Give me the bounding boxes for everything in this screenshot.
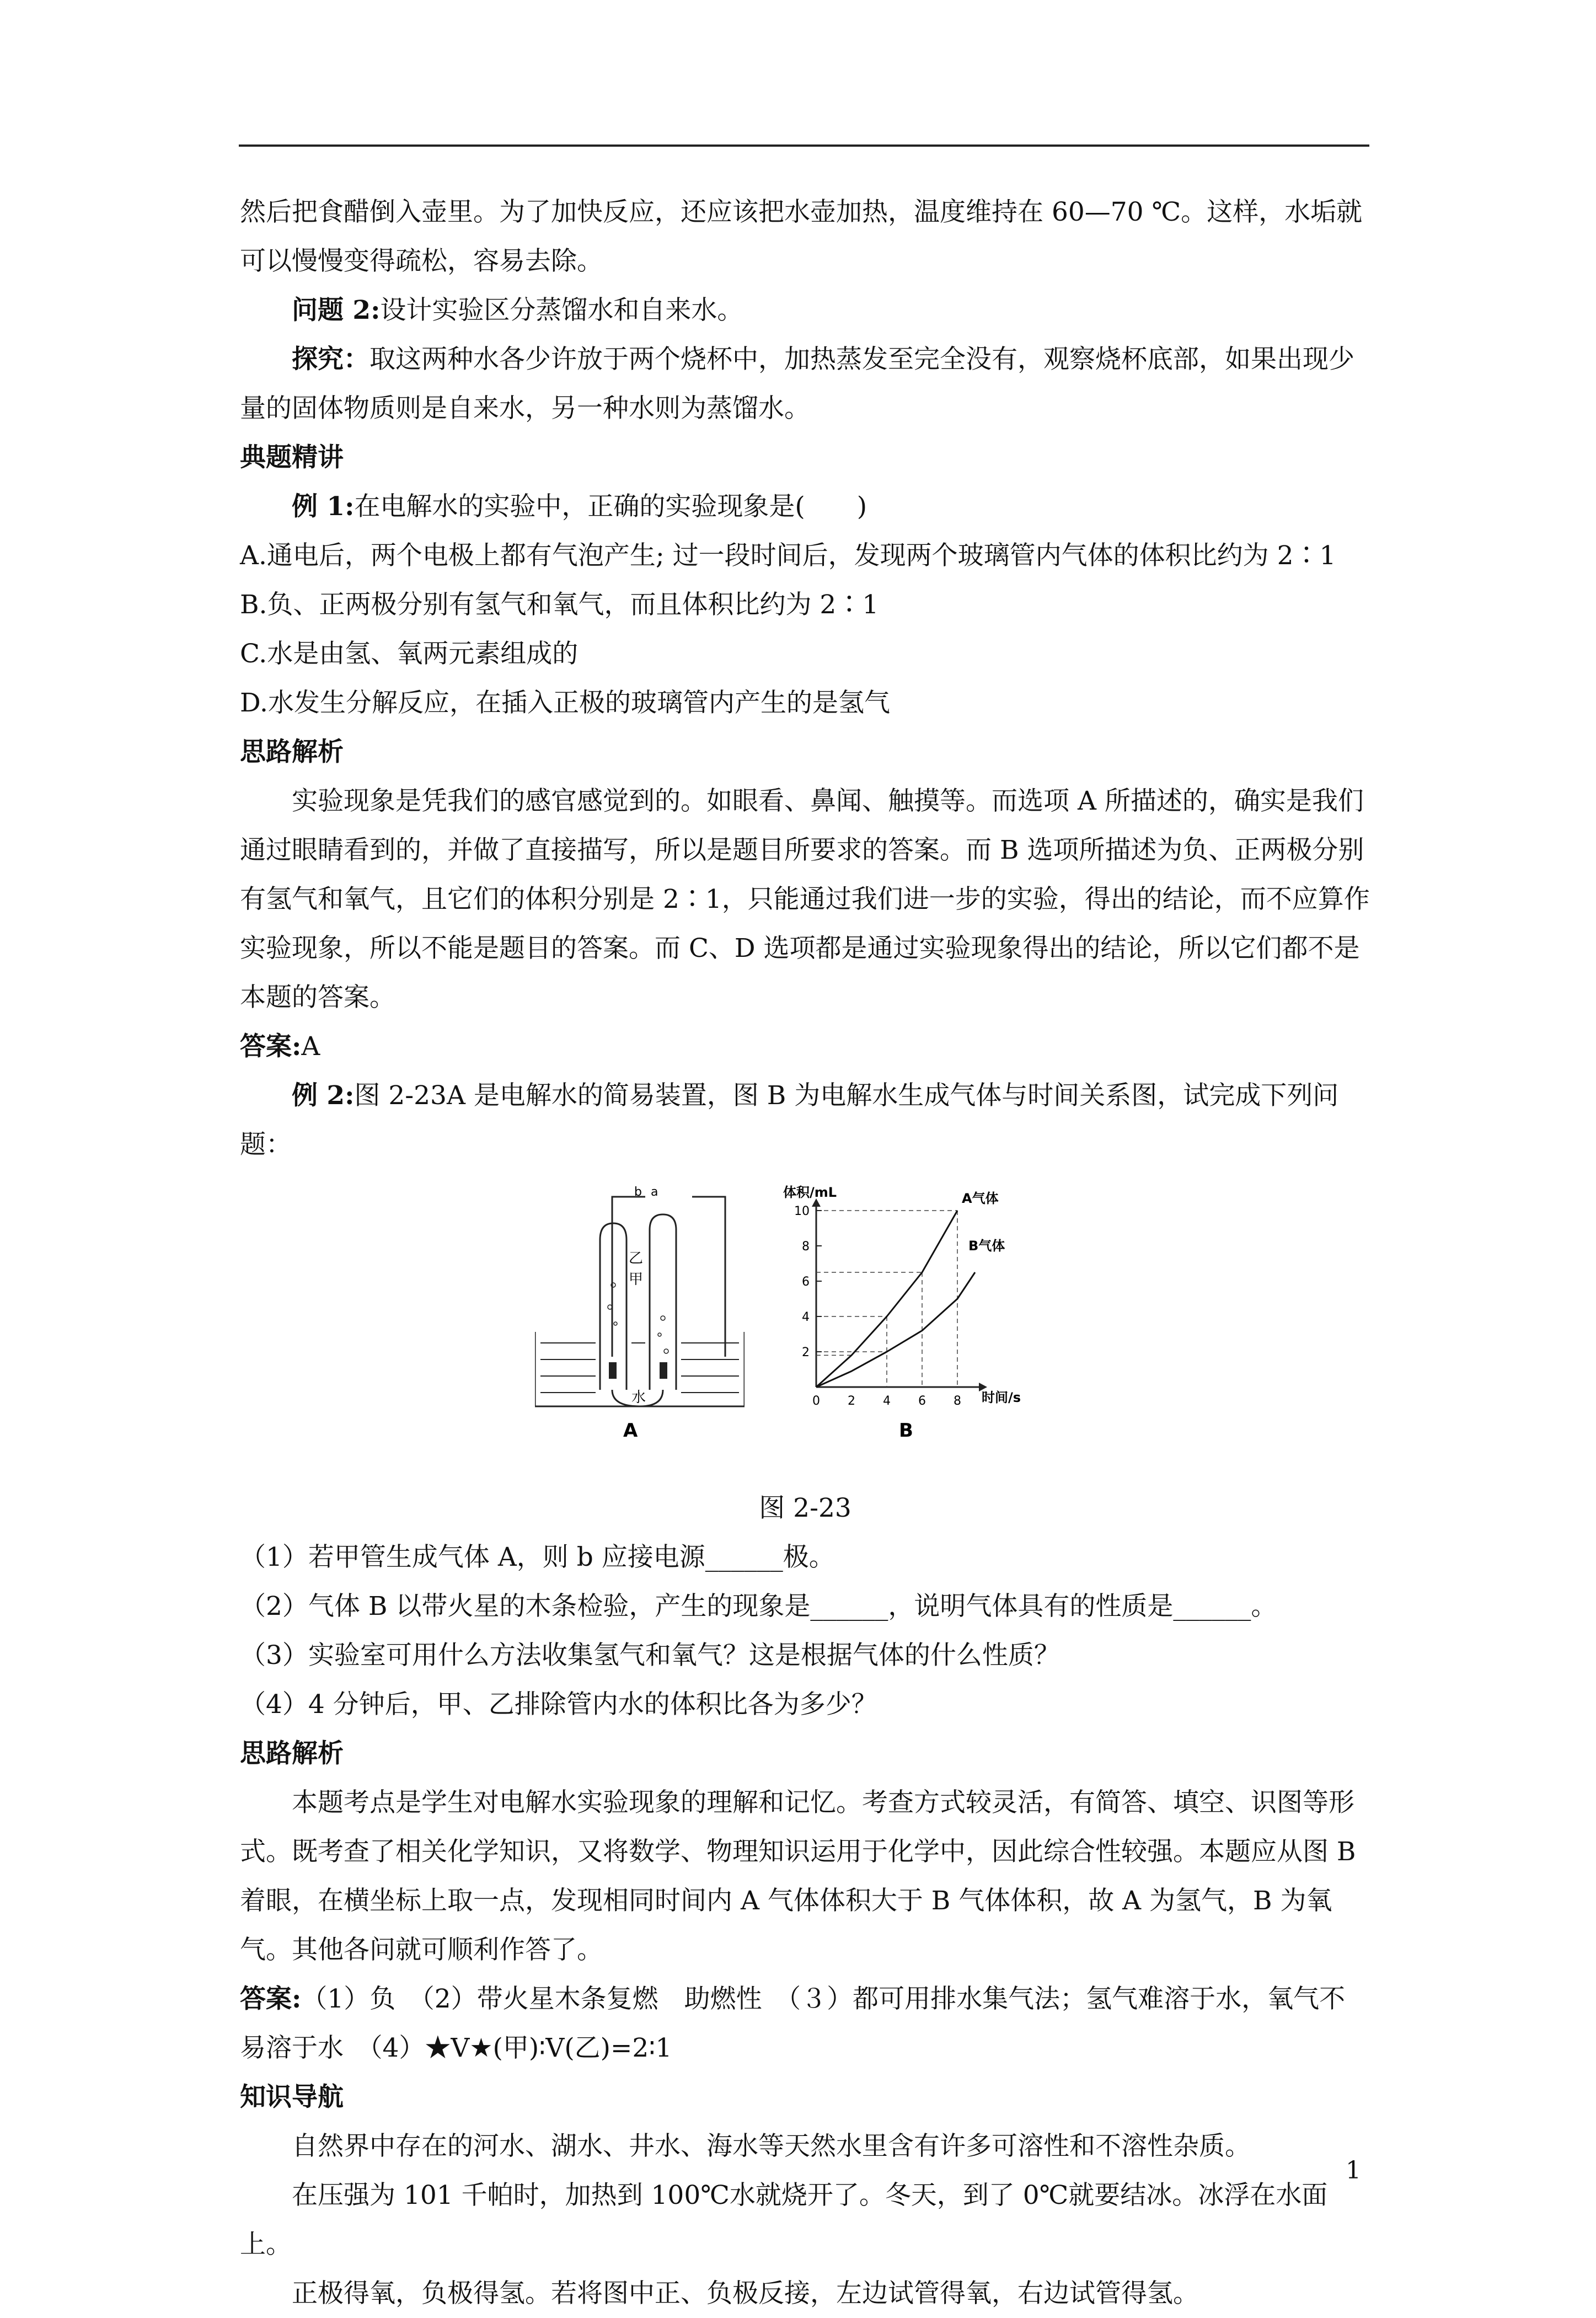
header-rule (239, 144, 1369, 147)
explore (240, 335, 1370, 433)
chart-series (816, 1211, 975, 1387)
series-a-line (816, 1211, 957, 1387)
explore-label: 探究： (292, 344, 369, 374)
question-part-3: （3）实验室可用什么方法收集氢气和氧气？这是根据气体的什么性质？ (240, 1640, 1060, 1671)
figure-a-caption: A (623, 1420, 638, 1439)
example-2 (240, 1071, 1370, 1169)
y-tick-label: 4 (802, 1310, 810, 1324)
question-part-1: （1）若甲管生成气体 A，则 b 应接电源______极。 (240, 1542, 835, 1572)
y-tick-label: 2 (802, 1346, 810, 1359)
question-2-text: 设计实验区分蒸馏水和自来水。 (380, 295, 743, 325)
label-b: b (634, 1185, 642, 1199)
heading-zhishi: 知识导航 (240, 2082, 344, 2112)
x-tick-label: 2 (848, 1394, 855, 1408)
label-a: a (651, 1185, 658, 1199)
electrode-left (609, 1362, 617, 1379)
explore-text: 取这两种水各少许放于两个烧杯中，加热蒸发至完全没有，观察烧杯底部，如果出现少量的固体物质则是自来水，另一种水则为蒸馏水。 (240, 344, 1354, 424)
electrode-right (660, 1362, 667, 1379)
heading-dianti: 典题精讲 (240, 442, 344, 473)
x-tick-label: 0 (812, 1394, 820, 1408)
figure-2-23 (240, 1175, 1370, 1484)
answer-2-label: 答案: (240, 1984, 302, 2014)
answer-1 (240, 1022, 1370, 1071)
answer-1-label: 答案: (240, 1031, 302, 1062)
question-2-label: 问题 2: (292, 295, 381, 325)
knowledge-2: 在压强为 101 千帕时，加热到 100℃水就烧开了。冬天，到了 0℃就要结冰。冰浮在水面上。 (240, 2180, 1328, 2260)
page-number: 1 (1346, 2156, 1361, 2185)
question-part-4: （4）4 分钟后，甲、乙排除管内水的体积比各为多少？ (240, 1689, 877, 1720)
series-a-label: A气体 (962, 1191, 999, 1206)
question-2 (240, 286, 1370, 335)
y-tick-label: 8 (802, 1240, 810, 1254)
option-b: B.负、正两极分别有氢气和氧气，而且体积比约为 2∶1 (240, 590, 879, 620)
series-b-label: B气体 (968, 1238, 1005, 1254)
paragraph-vinegar: 然后把食醋倒入壶里。为了加快反应，还应该把水壶加热，温度维持在 60—70 ℃。这样，水垢就可以慢慢变得疏松，容易去除。 (240, 197, 1363, 276)
y-axis-label: 体积/mL (783, 1185, 837, 1200)
x-axis-label: 时间/s (982, 1390, 1021, 1405)
x-tick-label: 8 (954, 1394, 961, 1408)
heading-silu-2: 思路解析 (240, 1738, 344, 1769)
analysis-2: 本题考点是学生对电解水实验现象的理解和记忆。考查方式较灵活，有简答、填空、识图等形式。既考查了相关化学知识，又将数学、物理知识运用于化学中，因此综合性较强。本题应从图 B 着眼，在横坐标上取一点，发现相同时间内 A 气体体积大于 B 气体体积，故 A 为氢气，B 为氧气。其他各问就可顺利作答了。 (240, 1787, 1356, 1965)
option-a: A.通电后，两个电极上都有气泡产生; 过一段时间后，发现两个玻璃管内气体的体积比约为 2∶1 (240, 540, 1336, 571)
question-part-2: （2）气体 B 以带火星的木条检验，产生的现象是______，说明气体具有的性质是______。 (240, 1591, 1277, 1621)
chart-ticks (794, 1204, 961, 1408)
x-tick-label: 4 (883, 1394, 891, 1408)
example-2-label: 例 2: (292, 1080, 355, 1111)
example-2-text: 图 2-23A 是电解水的简易装置，图 B 为电解水生成气体与时间关系图，试完成下列问题： (240, 1080, 1339, 1160)
document-body (240, 188, 1370, 2318)
electrolysis-apparatus-diagram (535, 1175, 745, 1439)
y-tick-label: 10 (794, 1204, 810, 1218)
option-d: D.水发生分解反应，在插入正极的玻璃管内产生的是氢气 (240, 688, 890, 718)
figure-b-caption: B (899, 1420, 913, 1439)
example-1-label: 例 1: (292, 491, 355, 522)
series-b-line (816, 1272, 975, 1387)
label-yi: 乙 (629, 1250, 644, 1267)
volume-time-chart (783, 1175, 1042, 1439)
knowledge-1: 自然界中存在的河水、湖水、井水、海水等天然水里含有许多可溶性和不溶性杂质。 (292, 2131, 1251, 2161)
label-water: 水 (631, 1389, 646, 1406)
water-surface (540, 1343, 739, 1393)
answer-2-text: （1）负 （2）带火星木条复燃 助燃性 （３）都可用排水集气法；氢气难溶于水，氧气不易溶于水 （4）★V★(甲)∶V(乙)=2∶1 (240, 1984, 1346, 2063)
figure-caption: 图 2-23 (759, 1493, 851, 1523)
example-1 (240, 482, 1370, 531)
chart-guides (816, 1211, 957, 1387)
heading-silu-1: 思路解析 (240, 737, 344, 767)
knowledge-3: 正极得氧，负极得氢。若将图中正、负极反接，左边试管得氧，右边试管得氢。 (292, 2278, 1199, 2309)
answer-1-text: A (301, 1031, 320, 1062)
y-tick-label: 6 (802, 1275, 810, 1289)
x-tick-label: 6 (918, 1394, 926, 1408)
example-1-text: 在电解水的实验中，正确的实验现象是( ) (354, 491, 867, 522)
answer-2 (240, 1974, 1370, 2073)
analysis-1: 实验现象是凭我们的感官感觉到的。如眼看、鼻闻、触摸等。而选项 A 所描述的，确实是我们通过眼睛看到的，并做了直接描写，所以是题目所要求的答案。而 B 选项所描述为负、正两极分别有氢气和氧气，且它们的体积分别是 2∶1，只能通过我们进一步的实验，得出的结论，而不应算作实验现象，所以不能是题目的答案。而 C、D 选项都是通过实验现象得出的结论，所以它们都不是本题的答案。 (240, 786, 1370, 1013)
label-jia: 甲 (629, 1271, 644, 1288)
wire-a (692, 1197, 725, 1357)
option-c: C.水是由氢、氧两元素组成的 (240, 639, 579, 669)
